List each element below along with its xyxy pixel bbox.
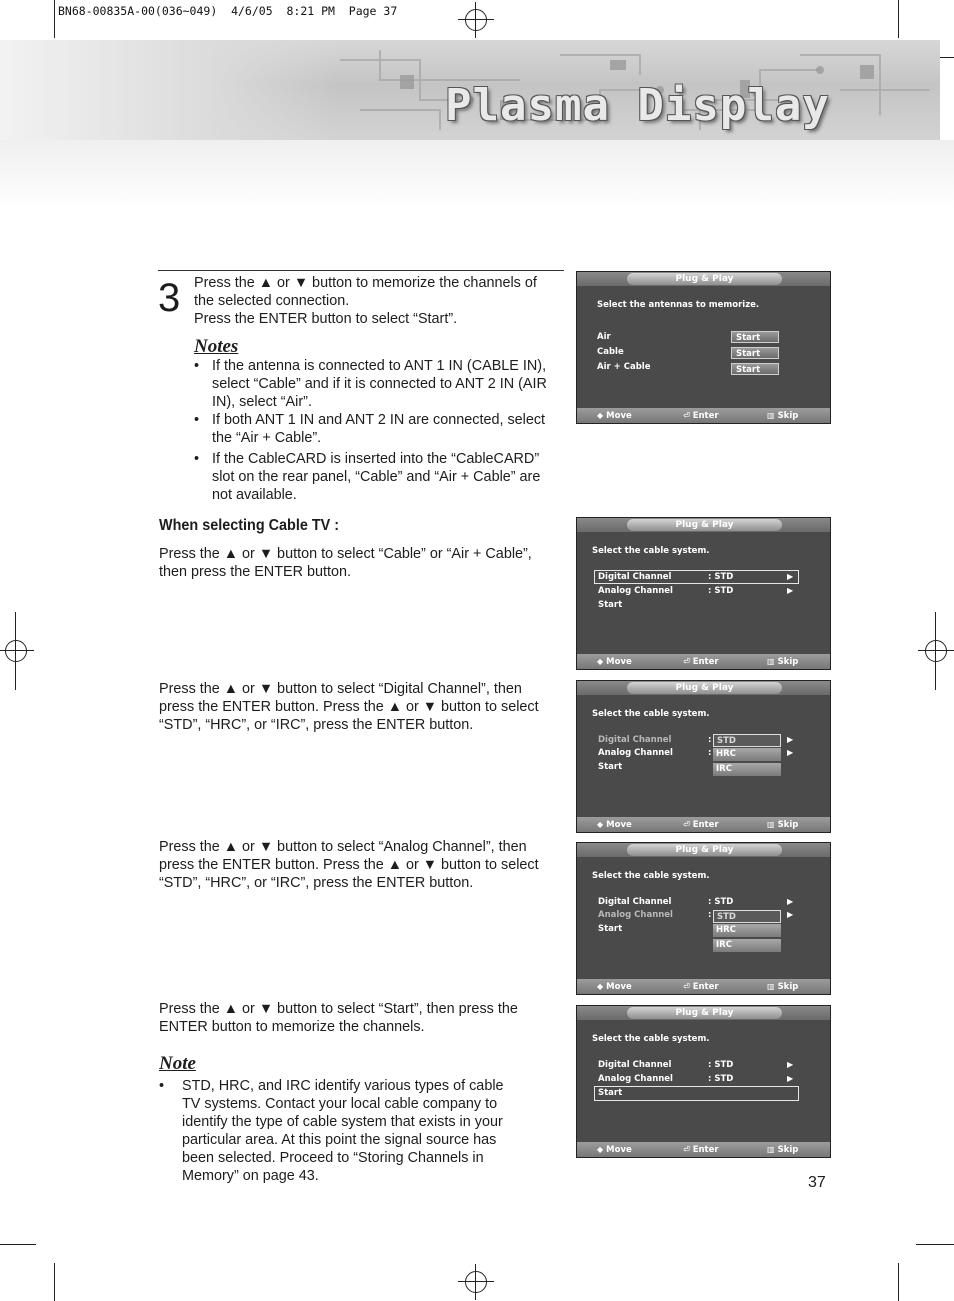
osd-row-digital[interactable]: Digital Channel	[598, 897, 672, 907]
crop-mark	[916, 1244, 954, 1245]
osd-enter-label: Enter	[692, 982, 719, 992]
enter-icon: ⏎	[683, 820, 690, 829]
osd-start-button[interactable]: Start	[731, 331, 779, 343]
step-line: Press the ▲ or ▼ button to memorize the channels of	[194, 275, 537, 291]
osd-prompt: Select the antennas to memorize.	[597, 300, 760, 310]
osd-start-screen	[576, 1005, 831, 1158]
cable-heading: When selecting Cable TV :	[159, 517, 340, 534]
step-line: the selected connection.	[194, 293, 350, 309]
right-arrow-icon: ▶	[787, 748, 794, 757]
page-number: 37	[808, 1174, 826, 1191]
osd-option-hrc[interactable]: HRC	[713, 748, 781, 761]
right-arrow-icon: ▶	[787, 1060, 794, 1069]
crop-mark	[898, 0, 899, 38]
osd-skip-label: Skip	[777, 411, 799, 421]
osd-row-start[interactable]: Start	[598, 924, 623, 934]
osd-row-air-cable[interactable]: Air + Cable	[597, 362, 651, 372]
step-divider	[158, 270, 564, 271]
osd-enter-label: Enter	[692, 820, 719, 830]
registration-mark-icon	[918, 633, 954, 669]
print-slug: BN68-00835A-00(036~049) 4/6/05 8:21 PM Page 37	[58, 4, 398, 18]
osd-cable-system-screen	[576, 517, 831, 670]
osd-skip-label: Skip	[777, 1145, 799, 1155]
right-arrow-icon: ▶	[787, 735, 794, 744]
osd-option-irc[interactable]: IRC	[713, 763, 781, 776]
osd-move-label: Move	[606, 820, 632, 830]
move-icon: ◆	[597, 982, 604, 991]
osd-start-button[interactable]: Start	[731, 363, 779, 375]
notes-item: • If the antenna is connected to ANT 1 IN (CABLE IN), select “Cable” and if it is connected to ANT 2 IN (AIR IN), select “Air”.	[194, 357, 560, 411]
osd-footer	[577, 1142, 830, 1157]
osd-row-air[interactable]: Air	[597, 332, 611, 342]
cable-paragraph: Press the ▲ or ▼ button to select “Digital Channel”, then press the ENTER button. Press the ▲ or ▼ button to select “STD”, “HRC”, or “IRC”, press the ENTER button.	[159, 681, 539, 733]
cable-paragraph: Press the ▲ or ▼ button to select “Start”, then press the ENTER button to memorize the channels.	[159, 1001, 518, 1035]
osd-antenna-screen	[576, 271, 831, 424]
registration-mark-icon	[0, 633, 34, 669]
crop-mark	[54, 0, 55, 38]
osd-row-cable[interactable]: Cable	[597, 347, 624, 357]
osd-row-digital[interactable]: Digital Channel	[598, 735, 672, 745]
osd-move-label: Move	[606, 1145, 632, 1155]
osd-start-button[interactable]: Start	[731, 347, 779, 359]
osd-digital-value: : STD	[708, 1060, 734, 1070]
enter-icon: ⏎	[683, 982, 690, 991]
osd-row-start[interactable]: Start	[598, 600, 623, 610]
osd-enter-label: Enter	[692, 1145, 719, 1155]
osd-selection-highlight	[594, 1086, 799, 1101]
enter-icon: ⏎	[683, 1145, 690, 1154]
osd-row-digital[interactable]: Digital Channel	[598, 572, 672, 582]
osd-move-label: Move	[606, 411, 632, 421]
right-arrow-icon: ▶	[787, 572, 794, 581]
cable-paragraph: Press the ▲ or ▼ button to select “Analog Channel”, then press the ENTER button. Press the ▲ or ▼ button to select “STD”, “HRC”, or “IRC”, press the ENTER button.	[159, 839, 539, 891]
osd-tab: Plug & Play	[627, 1007, 782, 1019]
osd-option-hrc[interactable]: HRC	[713, 924, 781, 937]
notes-list	[194, 357, 560, 504]
crop-mark	[0, 1244, 36, 1245]
osd-move-label: Move	[606, 657, 632, 667]
osd-row-digital[interactable]: Digital Channel	[598, 1060, 672, 1070]
osd-skip-label: Skip	[777, 820, 799, 830]
skip-icon: ▥	[767, 820, 775, 829]
notes-heading: Notes	[194, 336, 239, 357]
osd-row-analog[interactable]: Analog Channel	[598, 586, 673, 596]
enter-icon: ⏎	[683, 411, 690, 420]
osd-tab: Plug & Play	[627, 519, 782, 531]
osd-option-std[interactable]: STD	[713, 734, 781, 747]
osd-digital-dropdown-screen	[576, 680, 831, 833]
osd-analog-value: : STD	[708, 586, 734, 596]
osd-prompt: Select the cable system.	[592, 546, 710, 556]
registration-mark-icon	[458, 1264, 494, 1300]
osd-analog-dropdown-screen	[576, 842, 831, 995]
crop-mark	[935, 612, 936, 690]
osd-colon: :	[708, 735, 712, 745]
enter-icon: ⏎	[683, 657, 690, 666]
osd-colon: :	[708, 910, 712, 920]
osd-digital-value: : STD	[708, 897, 734, 907]
banner-shadow	[0, 140, 954, 210]
note-list	[159, 1077, 519, 1185]
cable-paragraph: Press the ▲ or ▼ button to select “Cable” or “Air + Cable”, then press the ENTER button.	[159, 546, 532, 580]
right-arrow-icon: ▶	[787, 897, 794, 906]
osd-tab: Plug & Play	[627, 844, 782, 856]
osd-prompt: Select the cable system.	[592, 709, 710, 719]
move-icon: ◆	[597, 657, 604, 666]
right-arrow-icon: ▶	[787, 910, 794, 919]
osd-option-irc[interactable]: IRC	[713, 939, 781, 952]
page-title: Plasma Display	[445, 80, 830, 131]
osd-skip-label: Skip	[777, 657, 799, 667]
banner-highlight	[0, 40, 340, 140]
right-arrow-icon: ▶	[787, 1074, 794, 1083]
osd-footer	[577, 408, 830, 423]
osd-row-analog[interactable]: Analog Channel	[598, 1074, 673, 1084]
note-heading: Note	[159, 1053, 196, 1074]
step-line: Press the ENTER button to select “Start”.	[194, 311, 458, 327]
crop-mark	[15, 612, 16, 690]
osd-skip-label: Skip	[777, 982, 799, 992]
notes-item: • If both ANT 1 IN and ANT 2 IN are connected, select the “Air + Cable”.	[194, 411, 560, 447]
osd-footer	[577, 654, 830, 669]
move-icon: ◆	[597, 820, 604, 829]
skip-icon: ▥	[767, 982, 775, 991]
move-icon: ◆	[597, 1145, 604, 1154]
osd-analog-value: : STD	[708, 1074, 734, 1084]
crop-mark	[54, 1263, 55, 1301]
osd-prompt: Select the cable system.	[592, 1034, 710, 1044]
osd-colon: :	[708, 748, 712, 758]
step-number: 3	[158, 276, 181, 320]
osd-enter-label: Enter	[692, 411, 719, 421]
skip-icon: ▥	[767, 657, 775, 666]
move-icon: ◆	[597, 411, 604, 420]
skip-icon: ▥	[767, 1145, 775, 1154]
osd-move-label: Move	[606, 982, 632, 992]
osd-row-start[interactable]: Start	[598, 762, 623, 772]
step-instructions	[194, 274, 564, 328]
osd-tab: Plug & Play	[627, 682, 782, 694]
osd-footer	[577, 817, 830, 832]
osd-prompt: Select the cable system.	[592, 871, 710, 881]
skip-icon: ▥	[767, 411, 775, 420]
osd-footer	[577, 979, 830, 994]
osd-row-start[interactable]: Start	[598, 1088, 623, 1098]
note-item: • STD, HRC, and IRC identify various types of cable TV systems. Contact your local cable company to identify the type of cable system that exists in your particular area. At this point the signal source has been selected. Proceed to “Storing Channels in Memory” on page 43.	[159, 1077, 519, 1185]
notes-item: • If the CableCARD is inserted into the “CableCARD” slot on the rear panel, “Cable” and “Air + Cable” are not available.	[194, 450, 560, 504]
right-arrow-icon: ▶	[787, 586, 794, 595]
osd-option-std[interactable]: STD	[713, 910, 781, 923]
osd-tab: Plug & Play	[627, 273, 782, 285]
registration-mark-icon	[458, 2, 494, 38]
osd-row-analog[interactable]: Analog Channel	[598, 748, 673, 758]
osd-row-analog[interactable]: Analog Channel	[598, 910, 673, 920]
crop-mark	[898, 1263, 899, 1301]
osd-enter-label: Enter	[692, 657, 719, 667]
osd-digital-value: : STD	[708, 572, 734, 582]
